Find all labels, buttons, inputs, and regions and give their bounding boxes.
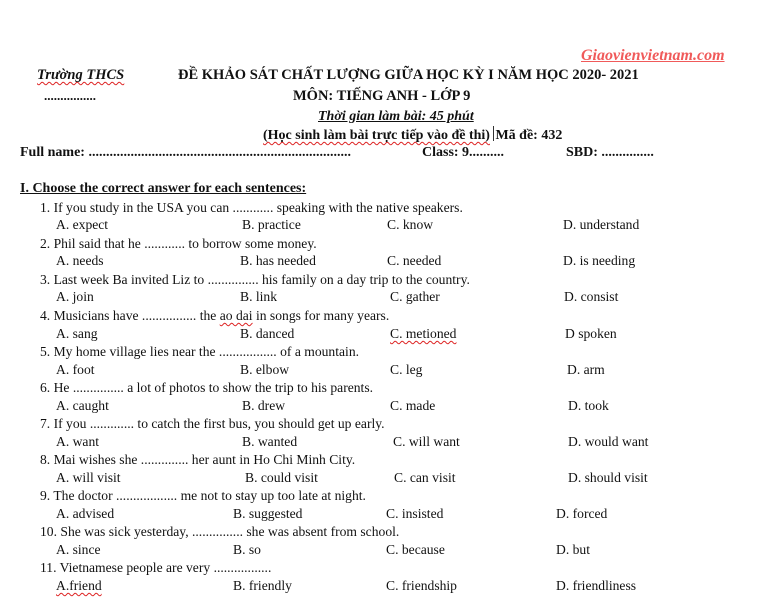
option-c[interactable]: C. leg xyxy=(390,362,423,377)
option-c[interactable]: C. because xyxy=(386,542,445,557)
exam-instruction: (Học sinh làm bài trực tiếp vào đề thi) xyxy=(263,128,490,143)
option-b[interactable]: B. drew xyxy=(242,398,286,413)
exam-code: Mã đề: 432 xyxy=(495,128,563,143)
question-text: 6. He ............... a lot of photos to show the trip to his parents. xyxy=(40,380,374,395)
option-d[interactable]: D. should visit xyxy=(568,470,648,485)
option-a[interactable]: A. foot xyxy=(56,362,95,377)
option-c[interactable]: C. know xyxy=(387,217,434,232)
option-d[interactable]: D. understand xyxy=(563,217,640,232)
option-b[interactable]: B. link xyxy=(240,289,278,304)
sbd-field[interactable]: SBD: ............... xyxy=(566,145,654,160)
option-d[interactable]: D. took xyxy=(568,398,609,413)
option-b[interactable]: B. danced xyxy=(240,326,295,341)
exam-time: Thời gian làm bài: 45 phút xyxy=(318,109,474,124)
option-b[interactable]: B. suggested xyxy=(233,506,303,521)
question-text-post: in songs for many years. xyxy=(252,308,390,323)
option-d[interactable]: D. but xyxy=(556,542,590,557)
option-c[interactable]: C. can visit xyxy=(394,470,456,485)
option-b[interactable]: B. could visit xyxy=(245,470,318,485)
option-d[interactable]: D. is needing xyxy=(563,253,636,268)
option-d[interactable]: D. forced xyxy=(556,506,608,521)
question-text: 1. If you study in the USA you can ............ speaking with the native speakers. xyxy=(40,200,463,215)
option-a[interactable]: A. expect xyxy=(56,217,109,232)
option-d[interactable]: D spoken xyxy=(565,326,617,341)
school-label xyxy=(37,67,124,84)
option-c[interactable]: C. needed xyxy=(387,253,442,268)
question-text: 5. My home village lies near the ................. of a mountain. xyxy=(40,344,360,359)
question-text-pre: 4. Musicians have ................ the xyxy=(40,308,220,323)
option-d[interactable]: D. friendliness xyxy=(556,578,637,593)
option-a[interactable]: A. since xyxy=(56,542,101,557)
question-text: 3. Last week Ba invited Liz to ............... his family on a day trip to the country. xyxy=(40,272,470,287)
full-name-field[interactable]: Full name: ........................................................................... xyxy=(20,145,351,160)
question-text-term: ao dai xyxy=(219,308,253,323)
option-a-text: A.friend xyxy=(56,578,102,593)
school-blank: ................ xyxy=(44,88,96,103)
question-text: 9. The doctor .................. me not to stay up too late at night. xyxy=(40,488,366,503)
class-field[interactable]: Class: 9.......... xyxy=(422,145,505,160)
option-c[interactable]: C. made xyxy=(390,398,436,413)
option-b[interactable]: B. so xyxy=(233,542,261,557)
option-c[interactable]: C. gather xyxy=(390,289,440,304)
exam-title: ĐỀ KHẢO SÁT CHẤT LƯỢNG GIỮA HỌC KỲ I NĂM HỌC 2020- 2021 xyxy=(178,67,639,83)
option-a[interactable]: A. want xyxy=(56,434,100,449)
option-b[interactable]: B. practice xyxy=(242,217,301,232)
option-c[interactable] xyxy=(390,326,456,342)
option-d[interactable]: D. would want xyxy=(568,434,649,449)
option-d[interactable]: D. arm xyxy=(567,362,605,377)
watermark-link[interactable]: Giaovienvietnam.com xyxy=(581,47,725,64)
option-b[interactable]: B. wanted xyxy=(242,434,298,449)
exam-instruction-row xyxy=(263,126,562,144)
option-c[interactable]: C. insisted xyxy=(386,506,444,521)
question-text: 2. Phil said that he ............ to borrow some money. xyxy=(40,236,317,251)
option-b[interactable]: B. has needed xyxy=(240,253,316,268)
option-a[interactable]: A. caught xyxy=(56,398,109,413)
option-a[interactable]: A. advised xyxy=(56,506,115,521)
option-d[interactable]: D. consist xyxy=(564,289,619,304)
section-title: I. Choose the correct answer for each sentences: xyxy=(20,181,307,196)
option-a[interactable]: A. sang xyxy=(56,326,98,341)
option-c[interactable]: C. friendship xyxy=(386,578,457,593)
option-a[interactable] xyxy=(56,578,102,594)
question-text: 8. Mai wishes she .............. her aunt in Ho Chi Minh City. xyxy=(40,452,356,467)
question-text: 10. She was sick yesterday, ............... she was absent from school. xyxy=(40,524,400,539)
question-text: 7. If you ............. to catch the first bus, you should get up early. xyxy=(40,416,385,431)
school-label-text: Trường THCS xyxy=(37,67,125,83)
exam-subject: MÔN: TIẾNG ANH - LỚP 9 xyxy=(293,88,471,104)
option-a[interactable]: A. join xyxy=(56,289,94,304)
option-c[interactable]: C. will want xyxy=(393,434,460,449)
option-b[interactable]: B. friendly xyxy=(233,578,292,593)
option-c-text: C. metioned xyxy=(390,326,457,341)
option-a[interactable]: A. needs xyxy=(56,253,104,268)
option-a[interactable]: A. will visit xyxy=(56,470,121,485)
question-text xyxy=(40,308,389,324)
option-b[interactable]: B. elbow xyxy=(240,362,290,377)
question-text: 11. Vietnamese people are very ................. xyxy=(40,560,272,575)
